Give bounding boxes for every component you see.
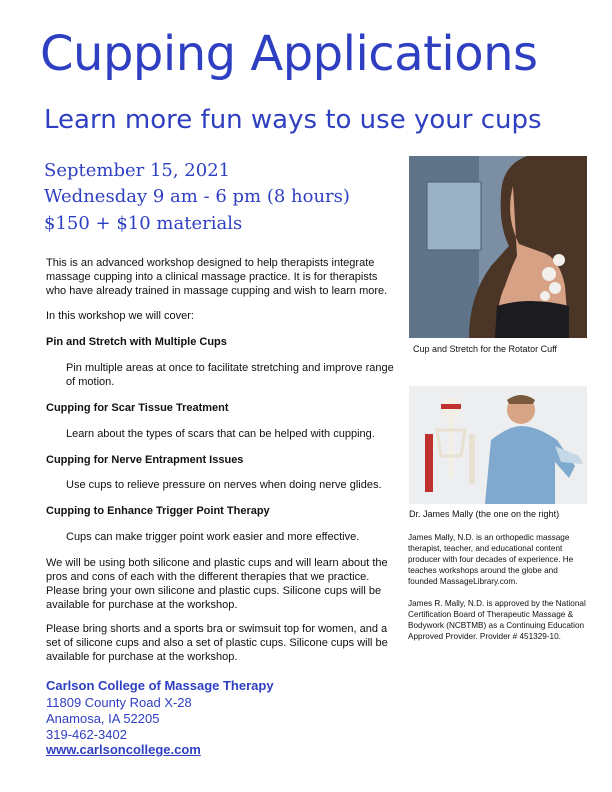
- intro-paragraph: This is an advanced workshop designed to help therapists integrate massage cupping into a clinical massage practice. It is for therapists who have already trained in massage cupping and wish to learn more.: [46, 257, 388, 297]
- topic-heading: Pin and Stretch with Multiple Cups: [46, 336, 227, 348]
- photo-caption: Cup and Stretch for the Rotator Cuff: [413, 344, 557, 354]
- instructor-illustration: [409, 386, 587, 504]
- event-date: September 15, 2021: [44, 160, 231, 181]
- website-link[interactable]: www.carlsoncollege.com: [46, 742, 201, 757]
- topic-text: Use cups to relieve pressure on nerves when doing nerve glides.: [66, 479, 382, 491]
- org-name: Carlson College of Massage Therapy: [46, 678, 274, 693]
- cups-paragraph: We will be using both silicone and plastic cups and will learn about the pros and cons of each with the different therapies that we practice. Please bring your own silicone and plastic cups. Silicone cups will be available for purchase at the workshop.: [46, 557, 388, 611]
- address-line-2: Anamosa, IA 52205: [46, 711, 160, 726]
- photo-caption: Dr. James Mally (the one on the right): [409, 509, 560, 519]
- event-time: Wednesday 9 am - 6 pm (8 hours): [44, 186, 350, 207]
- attire-paragraph: Please bring shorts and a sports bra or swimsuit top for women, and a set of silicone cups and also a set of plastic cups. Silicone cups will be available for purchase at the workshop.: [46, 623, 388, 663]
- instructor-bio: James Mally, N.D. is an orthopedic massage therapist, teacher, and educational content producer with four decades of experience. He teaches workshops around the globe and founded MassageLibrary.com.: [408, 533, 574, 586]
- phone-number: 319-462-3402: [46, 727, 127, 742]
- topic-heading: Cupping to Enhance Trigger Point Therapy: [46, 505, 270, 517]
- cover-label: In this workshop we will cover:: [46, 310, 194, 322]
- instructor-photo: [409, 386, 587, 504]
- rotator-cuff-photo: [409, 156, 587, 338]
- page-subtitle: Learn more fun ways to use your cups: [44, 105, 542, 135]
- topic-text: Pin multiple areas at once to facilitate stretching and improve range of motion.: [66, 362, 394, 388]
- instructor-accreditation: James R. Mally, N.D. is approved by the National Certification Board of Therapeutic Massage & Bodywork (NCBTMB) as a Continuing Education Approved Provider. Provider # 451329-10.: [408, 599, 586, 641]
- topic-text: Learn about the types of scars that can be helped with cupping.: [66, 428, 375, 440]
- rotator-cuff-illustration: [409, 156, 587, 338]
- topic-text: Cups can make trigger point work easier and more effective.: [66, 531, 360, 543]
- address-line-1: 11809 County Road X-28: [46, 695, 192, 710]
- page-title: Cupping Applications: [40, 26, 538, 82]
- topic-heading: Cupping for Scar Tissue Treatment: [46, 402, 229, 414]
- topic-heading: Cupping for Nerve Entrapment Issues: [46, 454, 244, 466]
- event-price: $150 + $10 materials: [44, 213, 243, 234]
